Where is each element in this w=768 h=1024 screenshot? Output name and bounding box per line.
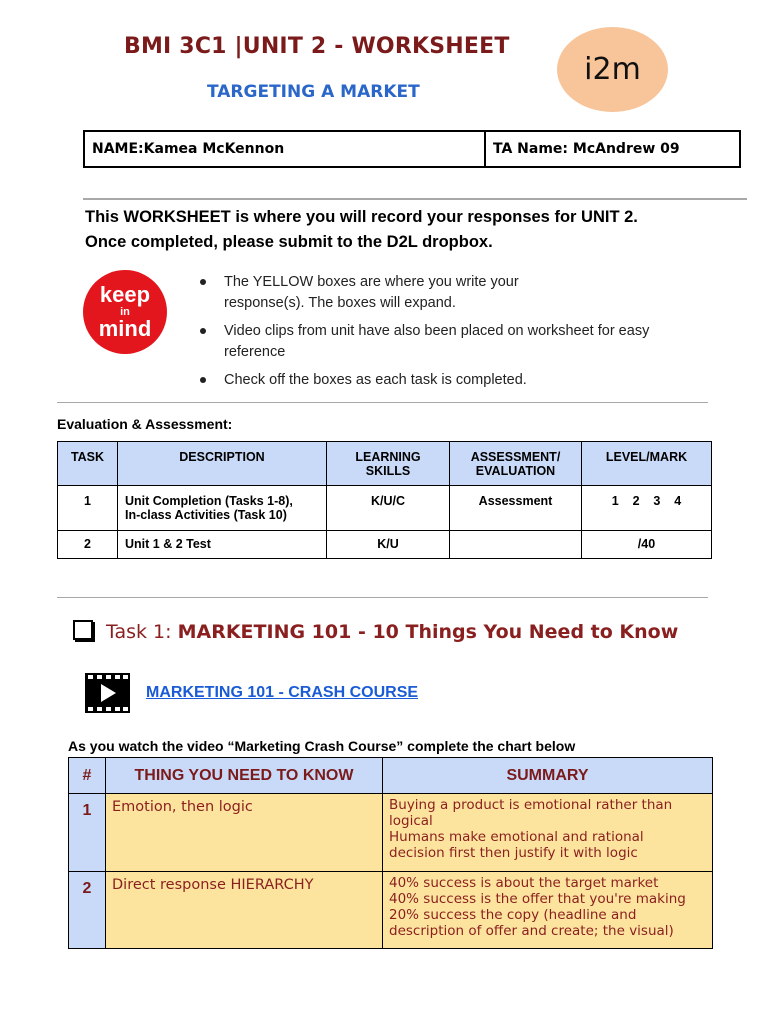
description-line: In-class Activities (Task 10) [125, 508, 287, 522]
bullet-icon [200, 328, 206, 334]
row-number: 1 [69, 794, 106, 872]
header-thing: THING YOU NEED TO KNOW [106, 758, 383, 794]
cell-task: 1 [58, 486, 118, 531]
header-level-mark: LEVEL/MARK [582, 442, 712, 486]
row-number: 2 [69, 872, 106, 949]
summary-answer[interactable] [383, 794, 713, 872]
bullet-text: response(s). The boxes will expand. [224, 295, 456, 311]
bullet-icon [200, 279, 206, 285]
intro-line-1: This WORKSHEET is where you will record your responses for UNIT 2. [85, 208, 638, 226]
cell-skills: K/U [327, 531, 450, 559]
bullet-text: Check off the boxes as each task is completed. [224, 372, 527, 388]
divider [57, 597, 708, 598]
logo-text: i2m [584, 52, 641, 87]
evaluation-table [57, 441, 712, 559]
summary-line: decision first then justify it with logic [389, 845, 638, 861]
bullet-text: reference [224, 344, 286, 360]
cell-mark[interactable]: /40 [582, 531, 712, 559]
ta-name-field[interactable]: TA Name: McAndrew 09 [493, 141, 680, 157]
header-summary: SUMMARY [383, 758, 713, 794]
video-link[interactable]: MARKETING 101 - CRASH COURSE [146, 684, 419, 701]
keep-word: keep [99, 282, 151, 307]
film-play-icon[interactable] [85, 673, 130, 713]
table-row [69, 872, 713, 949]
summary-line: 40% success is the offer that you're making [389, 891, 686, 907]
i2m-logo [557, 27, 668, 112]
bullet-text: The YELLOW boxes are where you write your [224, 274, 519, 290]
thing-answer[interactable]: Emotion, then logic [106, 794, 383, 872]
table-row [58, 486, 712, 531]
cell-skills: K/U/C [327, 486, 450, 531]
table-row [69, 794, 713, 872]
description-line: Unit 1 & 2 Test [125, 537, 211, 551]
chart-instruction: As you watch the video “Marketing Crash Course” complete the chart below [68, 738, 576, 754]
things-table [68, 757, 713, 949]
header-number: # [69, 758, 106, 794]
student-name-field[interactable]: NAME:Kamea McKennon [85, 132, 486, 166]
summary-line: description of offer and create; the visual) [389, 923, 674, 939]
cell-mark[interactable]: 1 2 3 4 [582, 486, 712, 531]
task1-heading: MARKETING 101 - 10 Things You Need to Know [177, 621, 679, 643]
cell-task: 2 [58, 531, 118, 559]
thing-answer[interactable]: Direct response HIERARCHY [106, 872, 383, 949]
header-task: TASK [58, 442, 118, 486]
summary-line: Buying a product is emotional rather than [389, 797, 673, 813]
divider [57, 402, 708, 403]
table-header-row [69, 758, 713, 794]
summary-line: 20% success the copy (headline and [389, 907, 637, 923]
keep-in-mind-icon [83, 270, 167, 354]
summary-line: Humans make emotional and rational [389, 829, 644, 845]
description-line: Unit Completion (Tasks 1-8), [125, 494, 293, 508]
divider [83, 198, 747, 200]
task1-checkbox[interactable] [73, 620, 93, 640]
task1-prefix: Task 1: [106, 621, 172, 643]
summary-answer[interactable] [383, 872, 713, 949]
in-word: in [120, 306, 130, 318]
task1-title [106, 621, 678, 643]
worksheet-title: BMI 3C1 |UNIT 2 - WORKSHEET [124, 34, 510, 59]
table-header-row [58, 442, 712, 486]
header-learning-skills: LEARNING SKILLS [327, 442, 450, 486]
cell-assessment: Assessment [450, 486, 582, 531]
cell-description [118, 531, 327, 559]
evaluation-heading: Evaluation & Assessment: [57, 416, 233, 432]
cell-assessment [450, 531, 582, 559]
cell-description [118, 486, 327, 531]
header-assessment: ASSESSMENT/ EVALUATION [450, 442, 582, 486]
mind-word: mind [98, 316, 152, 341]
header-description: DESCRIPTION [118, 442, 327, 486]
bullet-text: Video clips from unit have also been placed on worksheet for easy [224, 323, 650, 339]
intro-line-2: Once completed, please submit to the D2L dropbox. [85, 233, 493, 251]
intro-text [85, 205, 638, 255]
student-info-table [83, 130, 741, 168]
table-row [58, 531, 712, 559]
summary-line: logical [389, 813, 433, 829]
bullet-icon [200, 377, 206, 383]
worksheet-subtitle: TARGETING A MARKET [207, 82, 420, 102]
summary-line: 40% success is about the target market [389, 875, 659, 891]
